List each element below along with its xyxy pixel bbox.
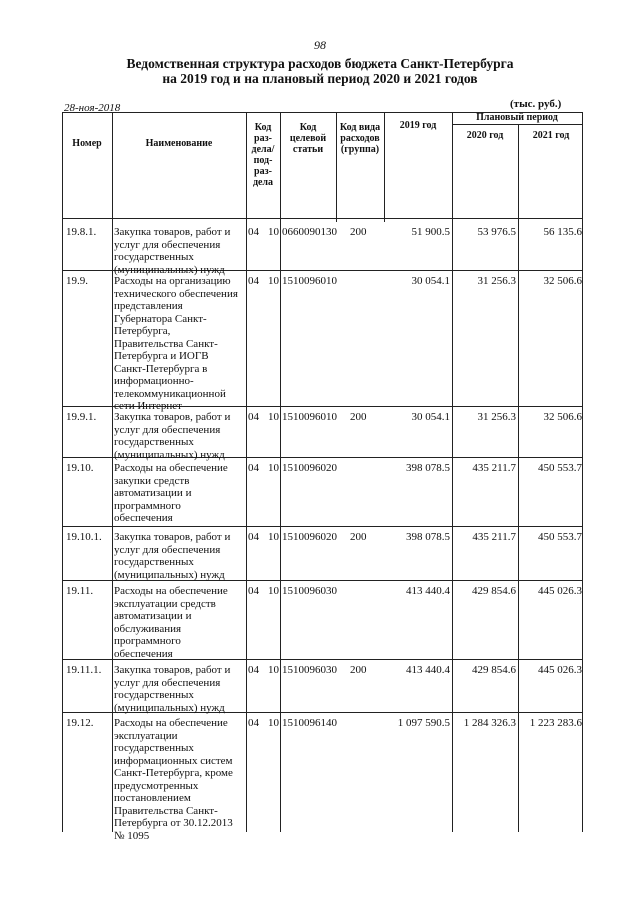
row-2019: 413 440.4 [406,664,450,676]
row-2020: 53 976.5 [477,226,516,238]
row-expense: 200 [350,664,367,676]
row-razdel: 04 [248,275,259,287]
row-2019: 413 440.4 [406,585,450,597]
row-2019: 1 097 590.5 [397,717,450,729]
header-plan-period: Плановый период [476,112,558,123]
header-expense: Код вида расходов (группа) [339,122,381,155]
row-podrazdel: 10 [268,717,279,729]
row-number: 19.11.1. [66,664,102,676]
row-target: 1510096030 [282,585,337,597]
row-number: 19.9. [66,275,88,287]
row-target: 0660090130 [282,226,337,238]
row-name: Закупка товаров, работ и услуг для обеспечения государственных (муниципальных) нужд [114,411,231,461]
row-name: Закупка товаров, работ и услуг для обеспечения государственных (муниципальных) нужд [114,664,231,714]
row-2021: 445 026.3 [538,664,582,676]
row-name: Расходы на организацию технического обеспечения представления Губернатора Санкт- Петербурга, Правительства Санкт- Петербурга и ИОГВ Санкт-Петербурга в информационно- телекоммуникационной сети Интернет [114,275,238,412]
page-title [0,56,640,86]
row-expense: 200 [350,411,367,423]
table-header-rule [62,218,582,219]
table-body [62,222,582,853]
row-2021: 450 553.7 [538,462,582,474]
row-2020: 429 854.6 [472,664,516,676]
row-razdel: 04 [248,462,259,474]
table-row [62,713,582,853]
row-number: 19.10.1. [66,531,102,543]
row-2020: 1 284 326.3 [463,717,516,729]
row-podrazdel: 10 [268,226,279,238]
row-2021: 32 506.6 [543,275,582,287]
table-row [62,458,582,527]
row-name: Расходы на обеспечение эксплуатации государственных информационных систем Санкт-Петербурга, кроме предусмотренных постановлением Правительства Санкт- Петербурга от 30.12.2013 № 1095 [114,717,233,842]
title-line-2: на 2019 год и на плановый период 2020 и 2021 годов [162,71,478,86]
row-2020: 435 211.7 [472,462,516,474]
row-2020: 429 854.6 [472,585,516,597]
row-2019: 398 078.5 [406,462,450,474]
row-expense: 200 [350,226,367,238]
row-podrazdel: 10 [268,664,279,676]
row-2021: 450 553.7 [538,531,582,543]
table-border-right [582,112,583,832]
table-row [62,527,582,581]
row-razdel: 04 [248,717,259,729]
row-2020: 31 256.3 [477,275,516,287]
row-2021: 56 135.6 [543,226,582,238]
header-number: Номер [72,138,102,149]
row-2021: 445 026.3 [538,585,582,597]
table-row [62,407,582,461]
row-2020: 31 256.3 [477,411,516,423]
row-target: 1510096010 [282,411,337,423]
row-2021: 32 506.6 [543,411,582,423]
title-line-1: Ведомственная структура расходов бюджета Санкт-Петербурга [126,56,514,71]
column-divider [336,112,337,222]
row-number: 19.11. [66,585,94,597]
row-razdel: 04 [248,664,259,676]
row-podrazdel: 10 [268,531,279,543]
header-section: Код раз- дела/ под- раз- дела [251,122,275,188]
row-expense: 200 [350,531,367,543]
row-2019: 398 078.5 [406,531,450,543]
table-row [62,581,582,660]
row-name: Расходы на обеспечение эксплуатации средств автоматизации и обслуживания программного обеспечения [114,585,228,660]
header-2020: 2020 год [466,130,504,141]
row-razdel: 04 [248,585,259,597]
row-2019: 51 900.5 [411,226,450,238]
row-razdel: 04 [248,226,259,238]
header-2021: 2021 год [532,130,570,141]
row-target: 1510096020 [282,462,337,474]
row-2019: 30 054.1 [411,411,450,423]
row-target: 1510096010 [282,275,337,287]
row-2020: 435 211.7 [472,531,516,543]
row-razdel: 04 [248,531,259,543]
row-razdel: 04 [248,411,259,423]
row-number: 19.9.1. [66,411,97,423]
header-target: Код целевой статьи [289,122,327,155]
row-podrazdel: 10 [268,462,279,474]
row-number: 19.8.1. [66,226,97,238]
table-row [62,660,582,713]
row-name: Закупка товаров, работ и услуг для обеспечения государственных (муниципальных) нужд [114,226,231,276]
row-2019: 30 054.1 [411,275,450,287]
row-2021: 1 223 283.6 [529,717,582,729]
plan-period-rule [452,124,582,125]
row-target: 1510096030 [282,664,337,676]
row-name: Закупка товаров, работ и услуг для обеспечения государственных (муниципальных) нужд [114,531,231,581]
column-divider [384,112,385,222]
row-podrazdel: 10 [268,411,279,423]
row-name: Расходы на обеспечение закупки средств автоматизации и программного обеспечения [114,462,228,524]
row-target: 1510096140 [282,717,337,729]
table-row [62,271,582,412]
row-number: 19.10. [66,462,94,474]
row-number: 19.12. [66,717,94,729]
header-2019: 2019 год [399,120,437,131]
row-podrazdel: 10 [268,275,279,287]
row-target: 1510096020 [282,531,337,543]
header-name: Наименование [145,138,213,149]
table-row [62,222,582,276]
units-label: (тыс. руб.) [510,98,562,110]
page-number: 98 [314,38,326,52]
row-podrazdel: 10 [268,585,279,597]
report-date: 28-ноя-2018 [64,102,121,114]
